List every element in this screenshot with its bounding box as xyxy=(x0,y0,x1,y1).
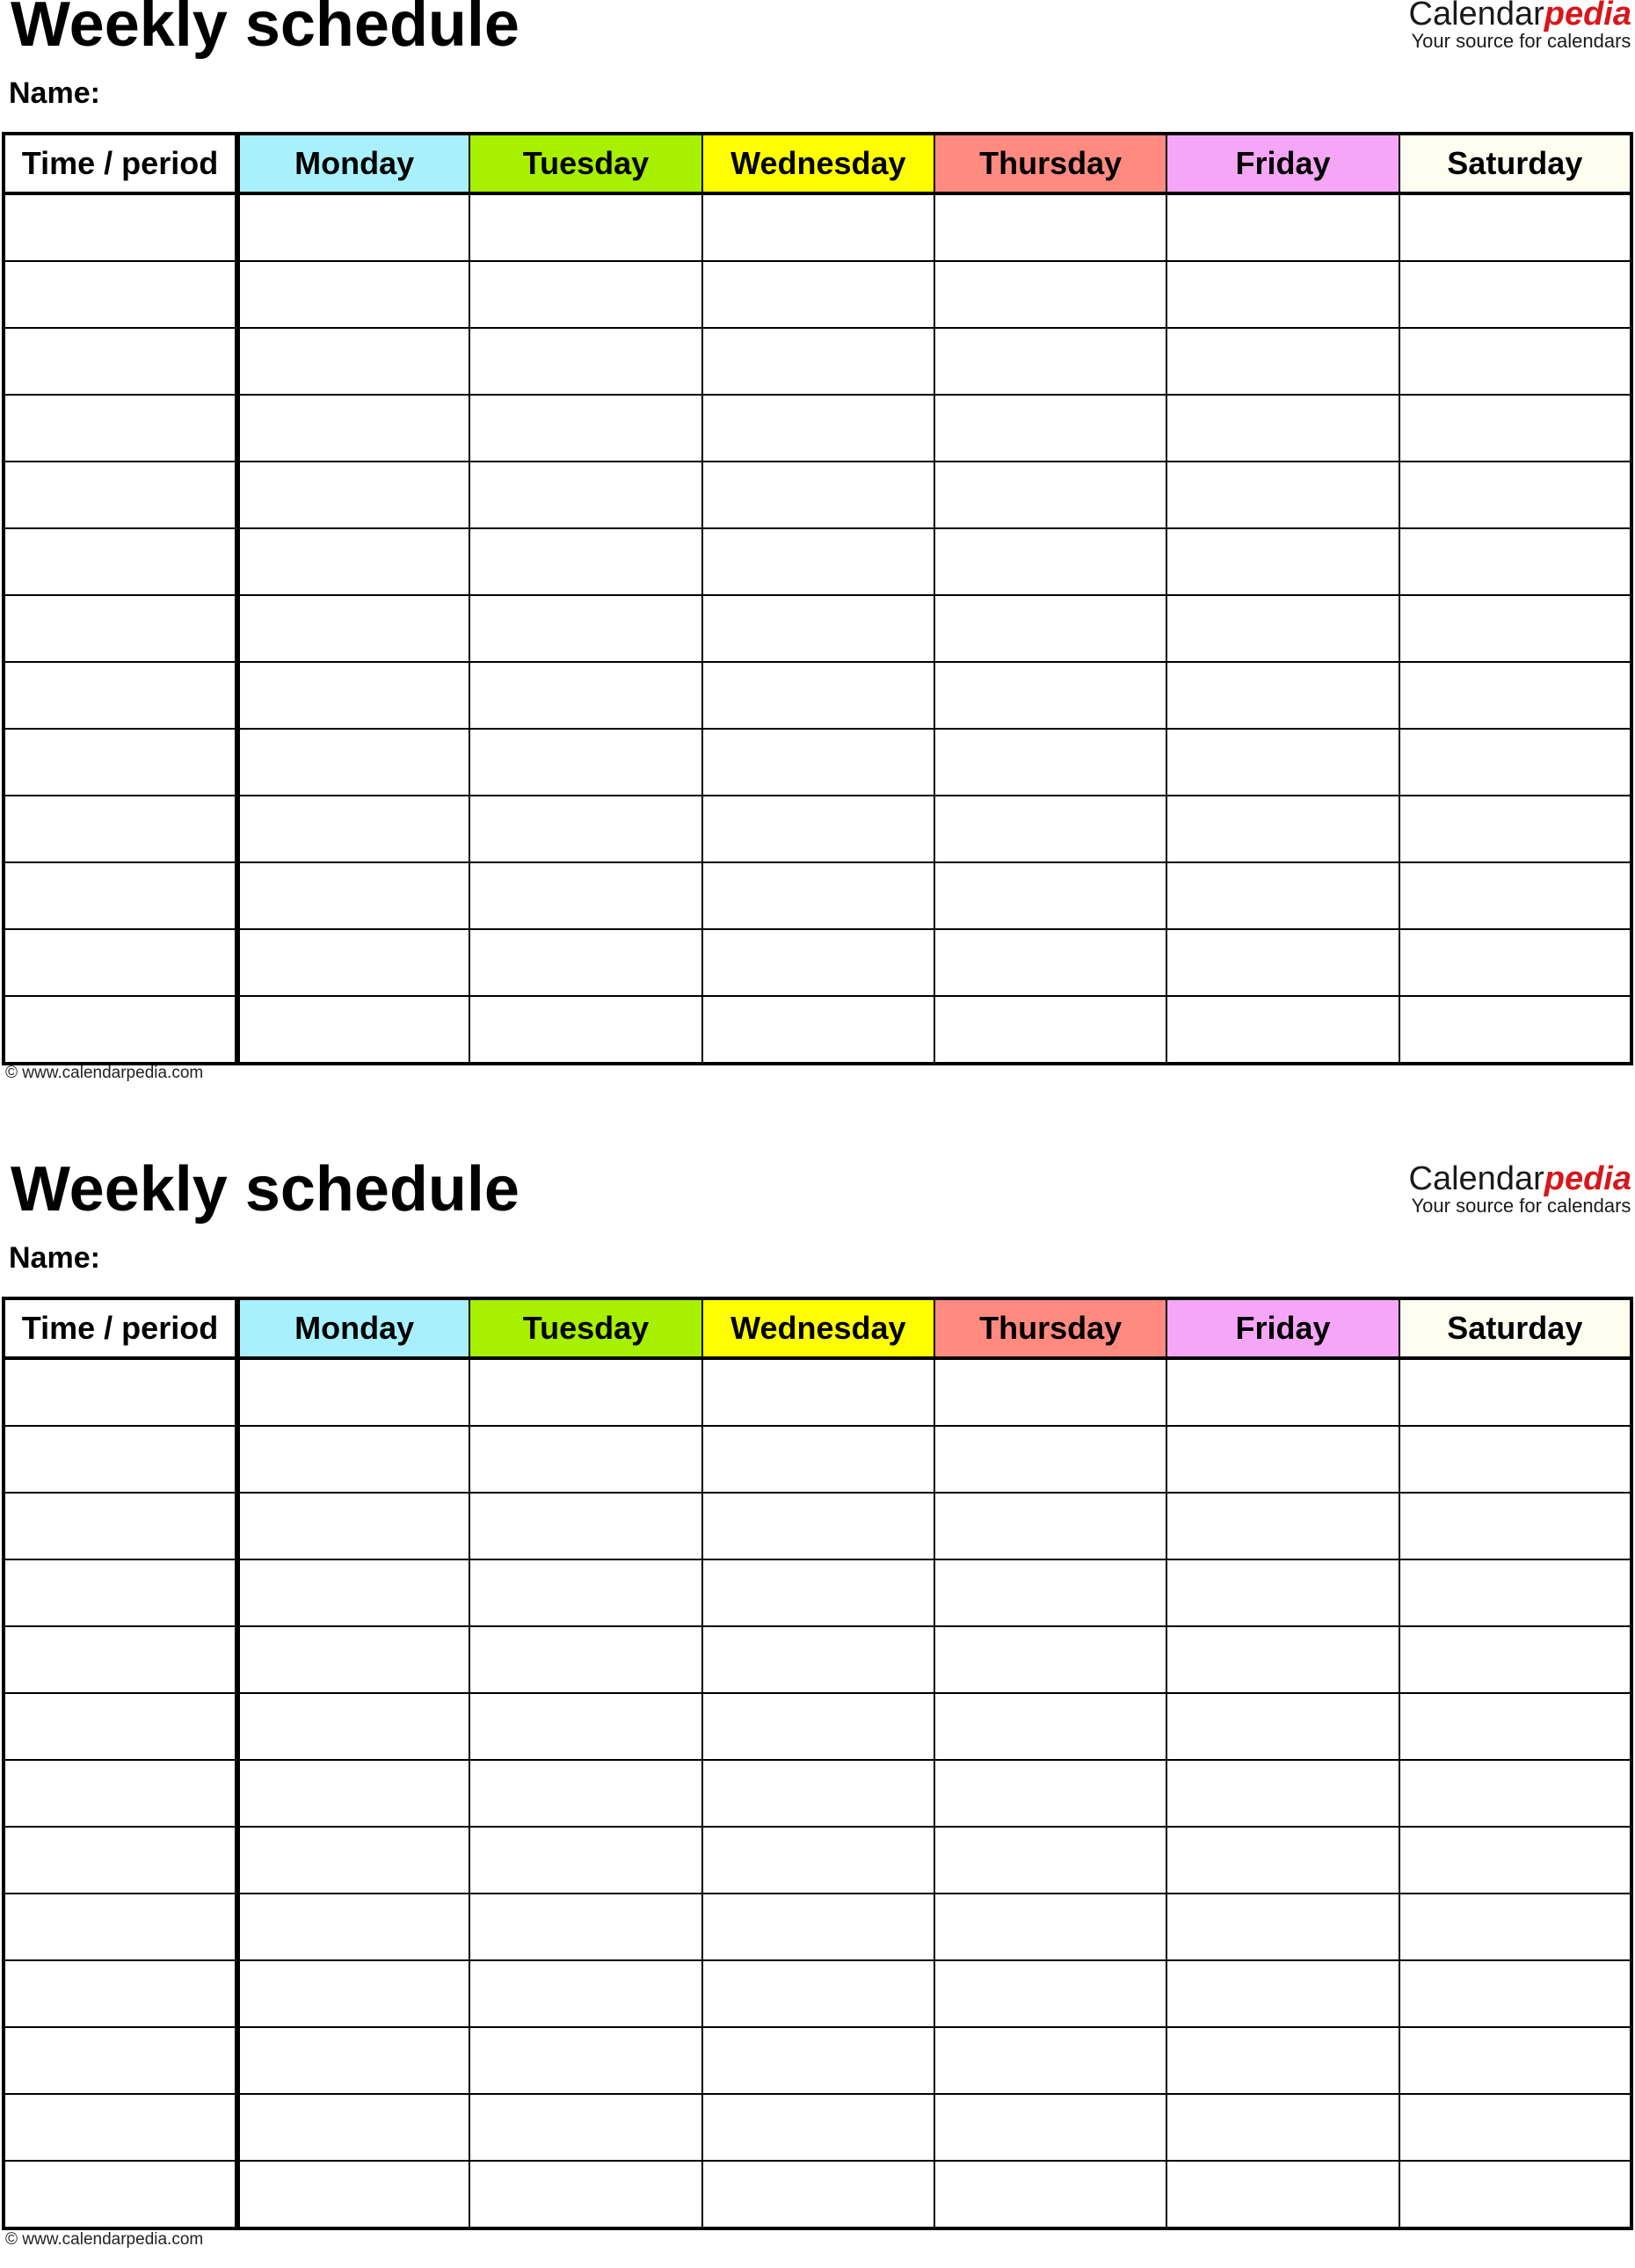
schedule-cell-time[interactable] xyxy=(4,1693,237,1760)
schedule-cell-monday[interactable] xyxy=(237,996,469,1064)
header-row xyxy=(4,1298,1631,1358)
schedule-cell-time[interactable] xyxy=(4,193,237,261)
schedule-cell-tuesday[interactable] xyxy=(469,2094,701,2161)
schedule-cell-monday[interactable] xyxy=(237,1559,469,1626)
schedule-cell-saturday[interactable] xyxy=(1399,193,1631,261)
schedule-table xyxy=(2,1297,1633,2230)
schedule-cell-wednesday[interactable] xyxy=(702,1493,934,1559)
table-row xyxy=(4,1760,1631,1827)
schedule-cell-wednesday[interactable] xyxy=(702,1693,934,1760)
schedule-cell-saturday[interactable] xyxy=(1399,862,1631,929)
schedule-cell-wednesday[interactable] xyxy=(702,2094,934,2161)
schedule-cell-monday[interactable] xyxy=(237,1493,469,1559)
schedule-cell-saturday[interactable] xyxy=(1399,729,1631,796)
schedule-cell-thursday[interactable] xyxy=(934,1827,1166,1894)
schedule-cell-tuesday[interactable] xyxy=(469,1426,701,1493)
schedule-cell-friday[interactable] xyxy=(1166,929,1399,996)
schedule-cell-saturday[interactable] xyxy=(1399,261,1631,328)
column-header-friday: Friday xyxy=(1166,1298,1399,1358)
schedule-cell-friday[interactable] xyxy=(1166,528,1399,595)
schedule-cell-wednesday[interactable] xyxy=(702,1960,934,2027)
schedule-cell-saturday[interactable] xyxy=(1399,1559,1631,1626)
schedule-cell-thursday[interactable] xyxy=(934,796,1166,862)
schedule-cell-tuesday[interactable] xyxy=(469,1693,701,1760)
schedule-cell-saturday[interactable] xyxy=(1399,1827,1631,1894)
schedule-cell-saturday[interactable] xyxy=(1399,462,1631,528)
schedule-cell-friday[interactable] xyxy=(1166,796,1399,862)
schedule-cell-time[interactable] xyxy=(4,2027,237,2094)
page-title: Weekly schedule xyxy=(11,0,520,60)
table-row xyxy=(4,1693,1631,1760)
schedule-cell-thursday[interactable] xyxy=(934,528,1166,595)
table-row xyxy=(4,261,1631,328)
schedule-cell-monday[interactable] xyxy=(237,1960,469,2027)
table-row xyxy=(4,1827,1631,1894)
schedule-cell-monday[interactable] xyxy=(237,2161,469,2228)
schedule-cell-time[interactable] xyxy=(4,996,237,1064)
schedule-cell-tuesday[interactable] xyxy=(469,729,701,796)
schedule-cell-monday[interactable] xyxy=(237,662,469,729)
brand-name-part1: Calendar xyxy=(1408,1160,1544,1197)
schedule-cell-friday[interactable] xyxy=(1166,193,1399,261)
table-row xyxy=(4,862,1631,929)
schedule-sheet-bottom xyxy=(0,1154,1635,2268)
brand-name-part2: pedia xyxy=(1544,1160,1631,1197)
schedule-cell-thursday[interactable] xyxy=(934,462,1166,528)
schedule-cell-tuesday[interactable] xyxy=(469,1626,701,1693)
schedule-cell-thursday[interactable] xyxy=(934,929,1166,996)
schedule-cell-wednesday[interactable] xyxy=(702,193,934,261)
column-header-friday: Friday xyxy=(1166,134,1399,193)
schedule-cell-monday[interactable] xyxy=(237,1358,469,1426)
schedule-cell-friday[interactable] xyxy=(1166,261,1399,328)
schedule-cell-wednesday[interactable] xyxy=(702,862,934,929)
schedule-cell-wednesday[interactable] xyxy=(702,729,934,796)
header-row xyxy=(4,134,1631,193)
schedule-cell-tuesday[interactable] xyxy=(469,1960,701,2027)
column-header-saturday: Saturday xyxy=(1399,1298,1631,1358)
table-row xyxy=(4,1493,1631,1559)
column-header-monday: Monday xyxy=(237,134,469,193)
schedule-cell-friday[interactable] xyxy=(1166,1559,1399,1626)
schedule-cell-tuesday[interactable] xyxy=(469,796,701,862)
schedule-cell-thursday[interactable] xyxy=(934,1426,1166,1493)
schedule-cell-wednesday[interactable] xyxy=(702,1894,934,1960)
schedule-cell-saturday[interactable] xyxy=(1399,595,1631,662)
schedule-cell-tuesday[interactable] xyxy=(469,2027,701,2094)
schedule-cell-friday[interactable] xyxy=(1166,395,1399,462)
schedule-cell-thursday[interactable] xyxy=(934,328,1166,395)
schedule-cell-monday[interactable] xyxy=(237,1827,469,1894)
table-row xyxy=(4,2027,1631,2094)
schedule-cell-wednesday[interactable] xyxy=(702,1827,934,1894)
schedule-cell-wednesday[interactable] xyxy=(702,1760,934,1827)
schedule-cell-tuesday[interactable] xyxy=(469,261,701,328)
schedule-cell-wednesday[interactable] xyxy=(702,996,934,1064)
schedule-cell-tuesday[interactable] xyxy=(469,462,701,528)
schedule-cell-monday[interactable] xyxy=(237,193,469,261)
schedule-cell-tuesday[interactable] xyxy=(469,595,701,662)
schedule-cell-tuesday[interactable] xyxy=(469,1358,701,1426)
table-row xyxy=(4,595,1631,662)
schedule-cell-thursday[interactable] xyxy=(934,1693,1166,1760)
table-row xyxy=(4,796,1631,862)
schedule-cell-saturday[interactable] xyxy=(1399,1626,1631,1693)
schedule-cell-thursday[interactable] xyxy=(934,662,1166,729)
schedule-cell-tuesday[interactable] xyxy=(469,328,701,395)
schedule-cell-tuesday[interactable] xyxy=(469,395,701,462)
schedule-cell-thursday[interactable] xyxy=(934,2161,1166,2228)
column-header-tuesday: Tuesday xyxy=(469,1298,701,1358)
schedule-cell-wednesday[interactable] xyxy=(702,929,934,996)
brand-tagline: Your source for calendars xyxy=(1411,30,1631,52)
schedule-cell-saturday[interactable] xyxy=(1399,1693,1631,1760)
schedule-cell-thursday[interactable] xyxy=(934,2094,1166,2161)
schedule-cell-time[interactable] xyxy=(4,261,237,328)
schedule-cell-thursday[interactable] xyxy=(934,1760,1166,1827)
schedule-cell-time[interactable] xyxy=(4,662,237,729)
schedule-cell-time[interactable] xyxy=(4,729,237,796)
schedule-cell-monday[interactable] xyxy=(237,462,469,528)
table-row xyxy=(4,1894,1631,1960)
schedule-cell-wednesday[interactable] xyxy=(702,1358,934,1426)
schedule-cell-saturday[interactable] xyxy=(1399,662,1631,729)
schedule-cell-time[interactable] xyxy=(4,462,237,528)
schedule-cell-time[interactable] xyxy=(4,862,237,929)
schedule-cell-tuesday[interactable] xyxy=(469,1559,701,1626)
schedule-cell-thursday[interactable] xyxy=(934,1626,1166,1693)
schedule-cell-thursday[interactable] xyxy=(934,996,1166,1064)
schedule-cell-time[interactable] xyxy=(4,796,237,862)
column-header-wednesday: Wednesday xyxy=(702,134,934,193)
schedule-cell-saturday[interactable] xyxy=(1399,929,1631,996)
table-row xyxy=(4,996,1631,1064)
schedule-cell-friday[interactable] xyxy=(1166,2027,1399,2094)
schedule-cell-saturday[interactable] xyxy=(1399,328,1631,395)
schedule-cell-time[interactable] xyxy=(4,395,237,462)
schedule-cell-saturday[interactable] xyxy=(1399,2094,1631,2161)
table-row xyxy=(4,2161,1631,2228)
schedule-cell-monday[interactable] xyxy=(237,729,469,796)
table-row xyxy=(4,1960,1631,2027)
schedule-cell-time[interactable] xyxy=(4,1827,237,1894)
schedule-cell-time[interactable] xyxy=(4,1358,237,1426)
table-row xyxy=(4,1426,1631,1493)
brand-logo xyxy=(1409,1159,1631,1216)
schedule-cell-thursday[interactable] xyxy=(934,1493,1166,1559)
schedule-cell-thursday[interactable] xyxy=(934,395,1166,462)
schedule-cell-tuesday[interactable] xyxy=(469,2161,701,2228)
brand-tagline: Your source for calendars xyxy=(1411,1195,1631,1217)
schedule-cell-friday[interactable] xyxy=(1166,1827,1399,1894)
schedule-cell-tuesday[interactable] xyxy=(469,662,701,729)
schedule-cell-monday[interactable] xyxy=(237,395,469,462)
column-header-thursday: Thursday xyxy=(934,134,1166,193)
schedule-cell-time[interactable] xyxy=(4,528,237,595)
schedule-cell-monday[interactable] xyxy=(237,2094,469,2161)
schedule-cell-tuesday[interactable] xyxy=(469,1894,701,1960)
schedule-cell-wednesday[interactable] xyxy=(702,2161,934,2228)
schedule-cell-wednesday[interactable] xyxy=(702,1426,934,1493)
schedule-cell-tuesday[interactable] xyxy=(469,996,701,1064)
schedule-cell-saturday[interactable] xyxy=(1399,1960,1631,2027)
schedule-cell-tuesday[interactable] xyxy=(469,1827,701,1894)
table-row xyxy=(4,528,1631,595)
schedule-cell-saturday[interactable] xyxy=(1399,796,1631,862)
schedule-cell-friday[interactable] xyxy=(1166,1693,1399,1760)
schedule-cell-wednesday[interactable] xyxy=(702,796,934,862)
schedule-cell-monday[interactable] xyxy=(237,261,469,328)
schedule-cell-wednesday[interactable] xyxy=(702,662,934,729)
table-row xyxy=(4,1358,1631,1426)
schedule-cell-time[interactable] xyxy=(4,1559,237,1626)
schedule-cell-time[interactable] xyxy=(4,328,237,395)
schedule-cell-thursday[interactable] xyxy=(934,729,1166,796)
brand-logo xyxy=(1409,0,1631,51)
schedule-cell-thursday[interactable] xyxy=(934,193,1166,261)
schedule-cell-saturday[interactable] xyxy=(1399,2161,1631,2228)
schedule-cell-friday[interactable] xyxy=(1166,1960,1399,2027)
table-row xyxy=(4,2094,1631,2161)
schedule-cell-friday[interactable] xyxy=(1166,1358,1399,1426)
schedule-sheet-top xyxy=(0,0,1635,1103)
schedule-cell-friday[interactable] xyxy=(1166,2094,1399,2161)
schedule-cell-monday[interactable] xyxy=(237,1626,469,1693)
schedule-cell-thursday[interactable] xyxy=(934,1960,1166,2027)
schedule-cell-wednesday[interactable] xyxy=(702,2027,934,2094)
schedule-cell-friday[interactable] xyxy=(1166,328,1399,395)
schedule-body xyxy=(4,1358,1631,2228)
schedule-cell-wednesday[interactable] xyxy=(702,1559,934,1626)
schedule-cell-saturday[interactable] xyxy=(1399,1358,1631,1426)
schedule-cell-monday[interactable] xyxy=(237,2027,469,2094)
schedule-cell-saturday[interactable] xyxy=(1399,1426,1631,1493)
name-label: Name: xyxy=(9,76,100,110)
column-header-time: Time / period xyxy=(4,134,237,193)
brand-name-part1: Calendar xyxy=(1408,0,1544,33)
schedule-cell-monday[interactable] xyxy=(237,796,469,862)
schedule-cell-tuesday[interactable] xyxy=(469,1493,701,1559)
schedule-cell-friday[interactable] xyxy=(1166,1760,1399,1827)
schedule-cell-wednesday[interactable] xyxy=(702,1626,934,1693)
schedule-cell-tuesday[interactable] xyxy=(469,929,701,996)
schedule-cell-saturday[interactable] xyxy=(1399,996,1631,1064)
schedule-cell-wednesday[interactable] xyxy=(702,595,934,662)
table-row xyxy=(4,1559,1631,1626)
schedule-cell-time[interactable] xyxy=(4,929,237,996)
schedule-table xyxy=(2,132,1633,1065)
schedule-cell-tuesday[interactable] xyxy=(469,862,701,929)
column-header-thursday: Thursday xyxy=(934,1298,1166,1358)
schedule-cell-thursday[interactable] xyxy=(934,261,1166,328)
schedule-cell-friday[interactable] xyxy=(1166,462,1399,528)
table-row xyxy=(4,395,1631,462)
schedule-cell-friday[interactable] xyxy=(1166,862,1399,929)
column-header-tuesday: Tuesday xyxy=(469,134,701,193)
column-header-wednesday: Wednesday xyxy=(702,1298,934,1358)
footer-copyright: © www.calendarpedia.com xyxy=(5,1064,204,1082)
schedule-cell-friday[interactable] xyxy=(1166,1626,1399,1693)
schedule-cell-saturday[interactable] xyxy=(1399,1760,1631,1827)
schedule-cell-friday[interactable] xyxy=(1166,662,1399,729)
schedule-cell-saturday[interactable] xyxy=(1399,2027,1631,2094)
schedule-body xyxy=(4,193,1631,1064)
page-title: Weekly schedule xyxy=(11,1154,520,1225)
schedule-cell-monday[interactable] xyxy=(237,328,469,395)
schedule-cell-time[interactable] xyxy=(4,1894,237,1960)
footer-copyright: © www.calendarpedia.com xyxy=(5,2230,204,2249)
schedule-cell-time[interactable] xyxy=(4,595,237,662)
column-header-time: Time / period xyxy=(4,1298,237,1358)
schedule-cell-tuesday[interactable] xyxy=(469,528,701,595)
schedule-cell-time[interactable] xyxy=(4,2161,237,2228)
schedule-cell-time[interactable] xyxy=(4,2094,237,2161)
schedule-cell-time[interactable] xyxy=(4,1426,237,1493)
table-row xyxy=(4,1626,1631,1693)
brand-name-part2: pedia xyxy=(1544,0,1631,33)
schedule-cell-monday[interactable] xyxy=(237,1894,469,1960)
schedule-cell-saturday[interactable] xyxy=(1399,1894,1631,1960)
brand-name xyxy=(1409,1159,1631,1198)
schedule-cell-friday[interactable] xyxy=(1166,729,1399,796)
schedule-cell-time[interactable] xyxy=(4,1960,237,2027)
schedule-cell-friday[interactable] xyxy=(1166,2161,1399,2228)
schedule-cell-thursday[interactable] xyxy=(934,1559,1166,1626)
schedule-cell-wednesday[interactable] xyxy=(702,462,934,528)
column-header-saturday: Saturday xyxy=(1399,134,1631,193)
schedule-cell-thursday[interactable] xyxy=(934,1358,1166,1426)
schedule-cell-monday[interactable] xyxy=(237,595,469,662)
schedule-cell-wednesday[interactable] xyxy=(702,528,934,595)
table-row xyxy=(4,729,1631,796)
schedule-cell-monday[interactable] xyxy=(237,929,469,996)
schedule-cell-tuesday[interactable] xyxy=(469,1760,701,1827)
schedule-cell-thursday[interactable] xyxy=(934,862,1166,929)
schedule-cell-saturday[interactable] xyxy=(1399,395,1631,462)
schedule-cell-friday[interactable] xyxy=(1166,1894,1399,1960)
column-header-monday: Monday xyxy=(237,1298,469,1358)
schedule-cell-time[interactable] xyxy=(4,1493,237,1559)
schedule-cell-time[interactable] xyxy=(4,1760,237,1827)
schedule-cell-friday[interactable] xyxy=(1166,996,1399,1064)
schedule-cell-thursday[interactable] xyxy=(934,1894,1166,1960)
schedule-cell-wednesday[interactable] xyxy=(702,395,934,462)
table-row xyxy=(4,328,1631,395)
schedule-cell-saturday[interactable] xyxy=(1399,1493,1631,1559)
table-row xyxy=(4,462,1631,528)
schedule-cell-monday[interactable] xyxy=(237,1760,469,1827)
schedule-cell-friday[interactable] xyxy=(1166,1426,1399,1493)
brand-name xyxy=(1409,0,1631,33)
schedule-cell-time[interactable] xyxy=(4,1626,237,1693)
schedule-cell-thursday[interactable] xyxy=(934,2027,1166,2094)
schedule-cell-monday[interactable] xyxy=(237,1426,469,1493)
schedule-cell-monday[interactable] xyxy=(237,528,469,595)
name-label: Name: xyxy=(9,1241,100,1275)
schedule-cell-monday[interactable] xyxy=(237,1693,469,1760)
schedule-cell-wednesday[interactable] xyxy=(702,261,934,328)
table-row xyxy=(4,193,1631,261)
schedule-cell-saturday[interactable] xyxy=(1399,528,1631,595)
schedule-cell-tuesday[interactable] xyxy=(469,193,701,261)
schedule-cell-wednesday[interactable] xyxy=(702,328,934,395)
schedule-cell-thursday[interactable] xyxy=(934,595,1166,662)
schedule-cell-monday[interactable] xyxy=(237,862,469,929)
schedule-cell-friday[interactable] xyxy=(1166,1493,1399,1559)
schedule-cell-friday[interactable] xyxy=(1166,595,1399,662)
table-row xyxy=(4,662,1631,729)
table-row xyxy=(4,929,1631,996)
